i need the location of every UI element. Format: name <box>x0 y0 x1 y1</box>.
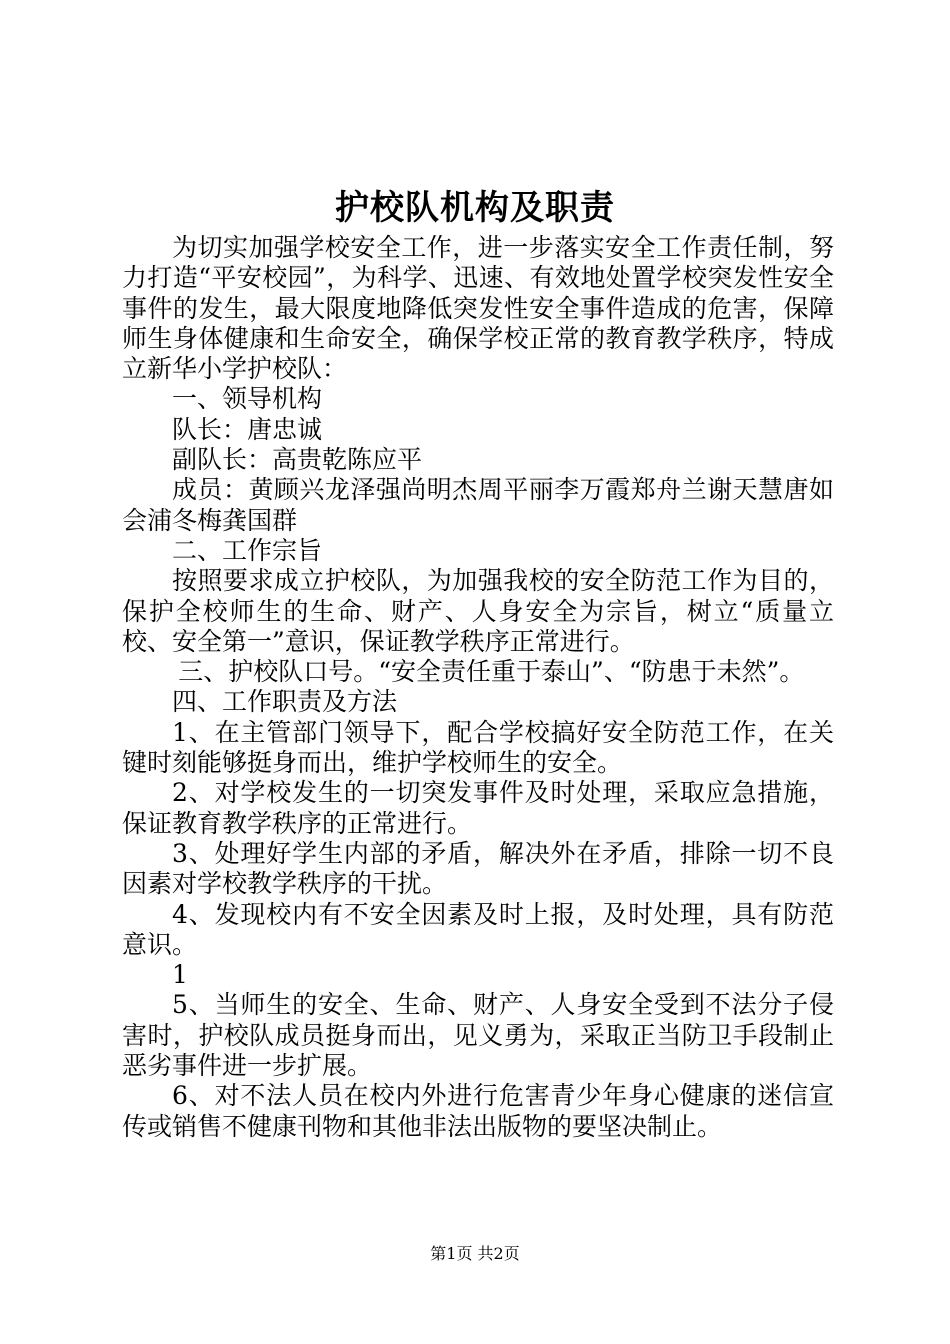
section-heading-leadership: 一、领导机构 <box>172 384 323 414</box>
document-title: 护校队机构及职责 <box>335 188 615 228</box>
inline-page-number: 1 <box>172 960 188 990</box>
duty-item-4: 4、发现校内有不安全因素及时上报，及时处理，具有防范意识。 <box>122 899 834 959</box>
purpose-paragraph: 按照要求成立护校队，为加强我校的安全防范工作为目的，保护全校师生的生命、财产、人身安全为宗旨，树立“质量立校、安全第一”意识，保证教学秩序正常进行。 <box>122 566 834 656</box>
duty-item-6: 6、对不法人员在校内外进行危害青少年身心健康的迷信宣传或销售不健康刊物和其他非法出版物的要坚决制止。 <box>122 1081 834 1141</box>
duty-item-3: 3、处理好学生内部的矛盾，解决外在矛盾，排除一切不良因素对学校教学秩序的干扰。 <box>122 838 834 899</box>
document-body <box>122 233 834 1142</box>
deputy-leader-line: 副队长：高贵乾陈应平 <box>172 445 423 475</box>
intro-paragraph: 为切实加强学校安全工作，进一步落实安全工作责任制，努力打造“平安校园”，为科学、迅速、有效地处置学校突发性安全事件的发生，最大限度地降低突发性安全事件造成的危害，保障师生身体健康和生命安全，确保学校正常的教育教学秩序，特成立新华小学护校队： <box>122 233 834 384</box>
members-line: 成员：黄顾兴龙泽强尚明杰周平丽李万霞郑舟兰谢天慧唐如会浦冬梅龚国群 <box>122 475 834 535</box>
page-footer: 第1页 共2页 <box>430 1244 520 1263</box>
slogan-paragraph: 三、护校队口号。“安全责任重于泰山”、“防患于未然”。 <box>178 657 805 687</box>
section-heading-duties: 四、工作职责及方法 <box>172 687 398 717</box>
team-leader-line: 队长：唐忠诚 <box>172 414 323 444</box>
duty-item-2: 2、对学校发生的一切突发事件及时处理，采取应急措施，保证教育教学秩序的正常进行。 <box>122 778 834 838</box>
section-heading-purpose: 二、工作宗旨 <box>172 535 323 565</box>
duty-item-1: 1、在主管部门领导下，配合学校搞好安全防范工作，在关键时刻能够挺身而出，维护学校师生的安全。 <box>122 717 834 778</box>
duty-item-5: 5、当师生的安全、生命、财产、人身安全受到不法分子侵害时，护校队成员挺身而出，见义勇为，采取正当防卫手段制止恶劣事件进一步扩展。 <box>122 990 834 1081</box>
